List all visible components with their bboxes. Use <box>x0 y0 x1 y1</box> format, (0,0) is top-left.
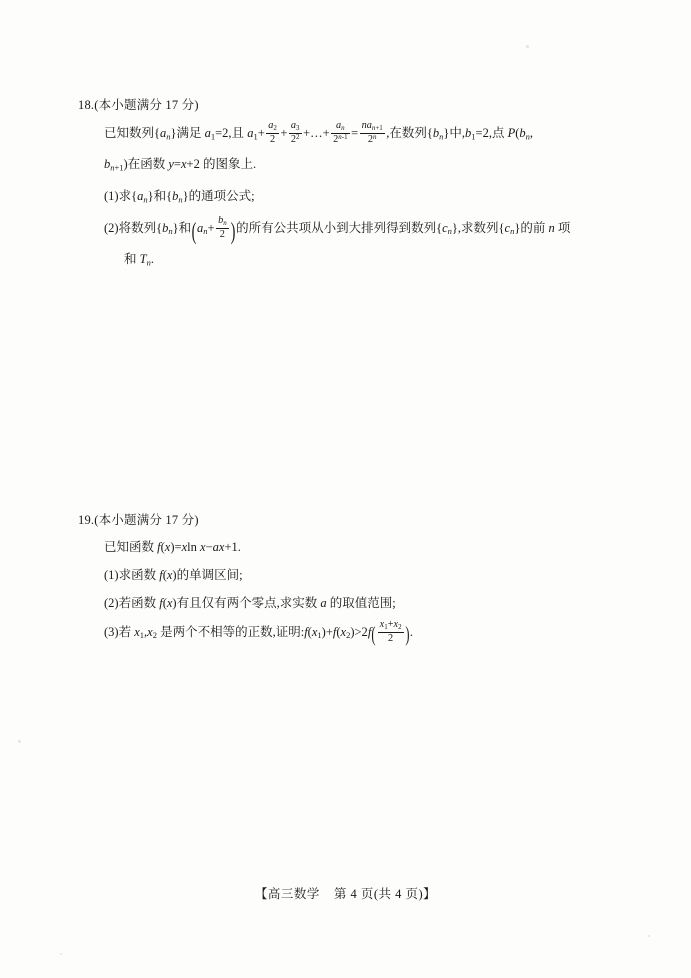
page-footer <box>0 884 691 902</box>
question-18-number: 18. <box>78 98 95 112</box>
question-18-header <box>78 95 618 113</box>
footer-subject: 高三数学 <box>267 887 320 901</box>
question-19 <box>78 510 618 651</box>
question-19-part-2: (2)若函数 f(x)有且仅有两个零点,求实数 a 的取值范围; <box>104 596 396 610</box>
question-18-stem-line-1: 已知数列$\{a_n\}$满足 $a_1=2$,且 $a_1+$ $\frac{a_2}{2}$ + $\frac{a_3}{2^2}$ +…+ $\frac{a_n}{2^{n-1}}$ = $\frac{na_{n+1}}{2^n}$ ,在数列$\{b_n\}$中$,b_1=2$,点 $P(b_n$, <box>104 120 534 145</box>
question-19-number: 19. <box>78 513 95 527</box>
question-19-header <box>78 510 618 528</box>
footer-page-label: 第 4 页(共 4 页) <box>333 887 424 901</box>
question-19-part-3: (3)若 $x_1,x_2$ 是两个不相等的正数,证明$:f(x_1)+f(x_2)>2f$( $\frac{x_1+x_2}{2}$ ). <box>104 619 414 647</box>
question-19-head-text: (本小题满分 17 分) <box>94 513 199 527</box>
question-18 <box>78 95 618 279</box>
scan-speckle <box>526 45 529 48</box>
scan-speckle <box>18 740 21 743</box>
scan-speckle <box>648 935 650 937</box>
question-18-part-2-line-2: 和 $T_n$. <box>124 252 154 268</box>
question-19-part-1: (1)求函数 f(x)的单调区间; <box>104 568 243 582</box>
footer-left-bracket: 【 <box>254 887 268 901</box>
question-18-part-1: (1)求$\{a_n\}$和$\{b_n\}$的通项公式; <box>104 188 255 205</box>
question-18-stem-line-2: $b_{n+1}$)在函数 y=x+2 的图象上. <box>104 157 257 173</box>
question-18-part-2-line-1: (2)将数列$\{b_n\}$和($a_n+$ $\frac{b_n}{2}$ )的所有公共项从小到大排列得到数列$\{c_n\}$,求数列$\{c_n\}$的前 n 项 <box>104 215 571 245</box>
question-19-stem: 已知函数 f(x)=xln x−ax+1. <box>104 540 241 554</box>
question-18-head-text: (本小题满分 17 分) <box>94 98 199 112</box>
footer-right-bracket: 】 <box>423 887 437 901</box>
scan-speckle <box>60 953 62 955</box>
